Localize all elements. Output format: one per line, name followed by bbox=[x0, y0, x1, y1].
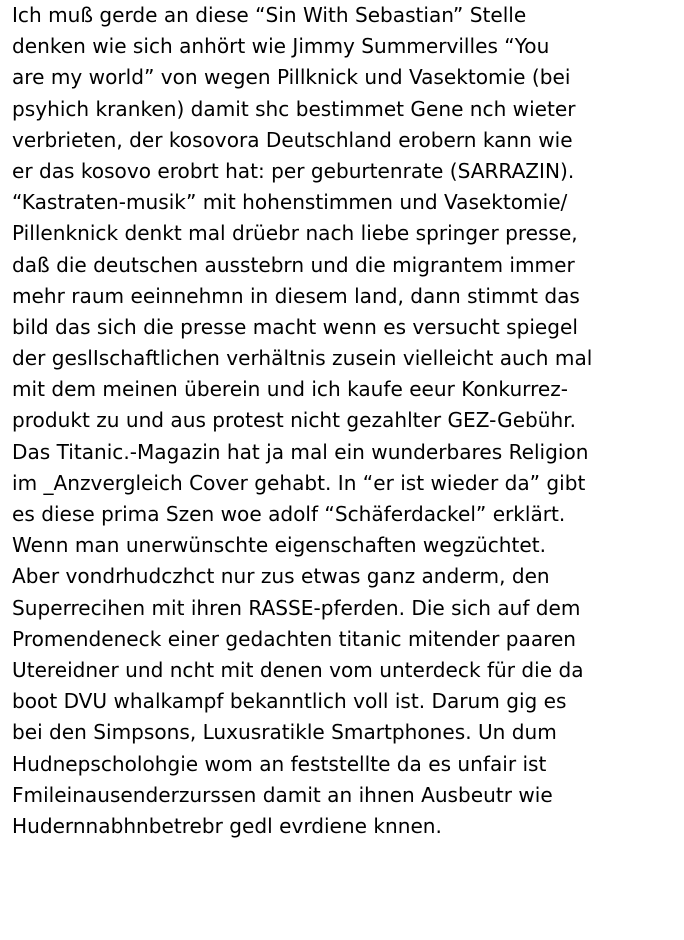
text-line-1: Ich muß gerde an diese “Sin With Sebastian” Stelle bbox=[12, 3, 527, 27]
text-line-11: bild das sich die presse macht wenn es versucht spiegel bbox=[12, 314, 578, 339]
document-body-text bbox=[12, 0, 684, 842]
text-line-9: daß die deutschen ausstebrn und die migrantem immer bbox=[12, 252, 575, 277]
text-line-18: Wenn man unerwünschte eigenschaften wegzüchtet. bbox=[12, 533, 546, 558]
text-line-14: produkt zu und aus protest nicht gezahlter GEZ-Gebühr. bbox=[12, 408, 577, 433]
text-line-17: es diese prima Szen woe adolf “Schäferdackel” erklärt. bbox=[12, 502, 566, 526]
text-line-3: are my world” von wegen Pillknick und Vasektomie (bei bbox=[12, 65, 571, 90]
text-line-7: “Kastraten-musik” mit hohenstimmen und Vasektomie/ bbox=[12, 190, 568, 215]
text-line-6: er das kosovo erobrt hat: per geburtenrate (SARRAZIN). bbox=[12, 158, 575, 183]
text-line-5: verbrieten, der kosovora Deutschland erobern kann wie bbox=[12, 127, 573, 152]
text-line-22: Utereidner und ncht mit denen vom unterdeck für die da bbox=[12, 657, 584, 682]
text-line-20: Superrecihen mit ihren RASSE-pferden. Die sich auf dem bbox=[12, 595, 581, 620]
text-line-2: denken wie sich anhört wie Jimmy Summervilles “You bbox=[12, 34, 550, 59]
text-line-25: Hudnepscholohgie wom an feststellte da es unfair ist bbox=[12, 751, 547, 776]
text-line-4: psyhich kranken) damit shc bestimmet Gene nch wieter bbox=[12, 96, 576, 121]
text-line-21: Promendeneck einer gedachten titanic mitender paaren bbox=[12, 626, 577, 651]
text-line-10: mehr raum eeinnehmn in diesem land, dann stimmt das bbox=[12, 283, 580, 308]
text-line-19: Aber vondrhudczhct nur zus etwas ganz anderm, den bbox=[12, 564, 550, 589]
text-line-24: bei den Simpsons, Luxusratikle Smartphones. Un dum bbox=[12, 720, 557, 745]
text-line-12: der geslIschaftlichen verhältnis zusein vielleicht auch mal bbox=[12, 346, 593, 371]
text-line-27: Hudernnabhnbetrebr gedl evrdiene knnen. bbox=[12, 813, 442, 838]
text-line-16: im _Anzvergleich Cover gehabt. In “er ist wieder da” gibt bbox=[12, 470, 586, 495]
text-line-13: mit dem meinen überein und ich kaufe eeur Konkurrez- bbox=[12, 377, 569, 402]
text-line-23: boot DVU whalkampf bekanntlich voll ist. Darum gig es bbox=[12, 689, 567, 714]
text-line-8: Pillenknick denkt mal drüebr nach liebe springer presse, bbox=[12, 221, 578, 246]
text-line-15: Das Titanic.-Magazin hat ja mal ein wunderbares Religion bbox=[12, 439, 589, 464]
text-line-26: Fmileinausenderzurssen damit an ihnen Ausbeutr wie bbox=[12, 782, 553, 807]
